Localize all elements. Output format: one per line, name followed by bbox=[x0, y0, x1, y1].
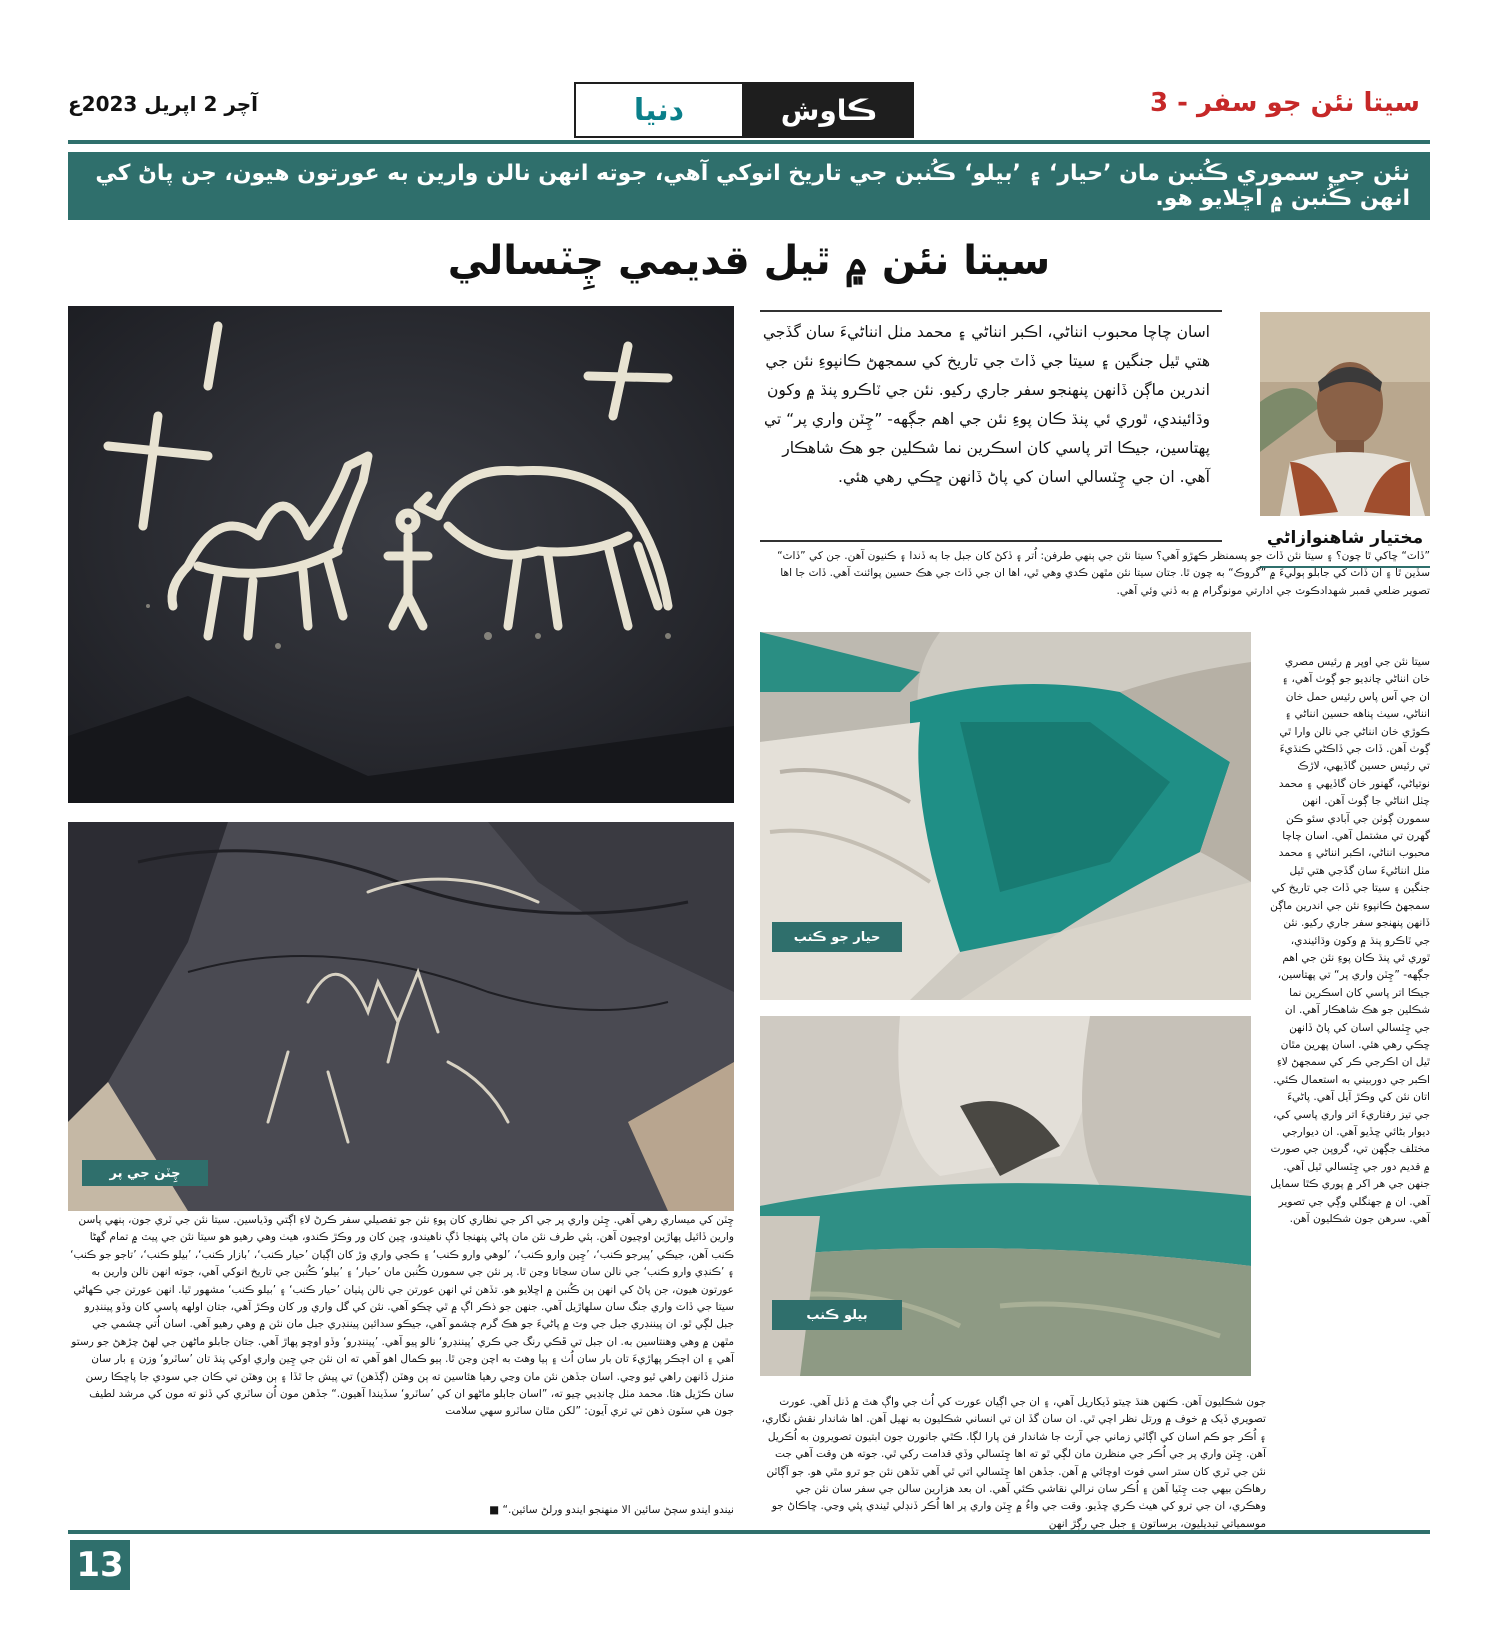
caption-pool2: بيلو ڪنب bbox=[772, 1300, 902, 1330]
logo-kawish: ڪاوش bbox=[744, 82, 914, 138]
intro-paragraph: اسان چاچا محبوب انناڻي، اڪبر انناڻي ۽ محمد مٺل انناڻيءَ سان گڏجي هتي ٿيل جنگين ۽ سيتا جي ڏاٽ جي تاريخ کي سمجهڻ ڪانپوءِ نئن جي اندرين ماڳن ڏانهن پنهنجو سفر جاري رکيو. نئن جي ٽاڪرو پنڌ ۾ وکون وڌائيندي، ٿوري ئي پنڌ ڪان پوءِ نئن جي اهم جڳهه- ”چِٽن واري پر“ تي پهتاسين، جيڪا اتر پاسي کان اسڪرين نما شڪلين جو هڪ شاهڪار آهي. ان جي چِٽسالي اسان کي پاڻ ڏانهن ڇڪي رهي هئي. bbox=[762, 323, 1210, 486]
intro-bottom-rule bbox=[760, 540, 1222, 542]
pull-quote-banner bbox=[68, 152, 1430, 220]
newspaper-logo bbox=[574, 82, 914, 138]
body-text-column: سيتا نئن جي اوپر ۾ رئيس مصري خان انناڻي چانڊيو جو ڳوٺ آهي، ۽ ان جي آس پاس رئيس حمل خان انناڻي، سيٺ پناهه حسين انناڻي ۽ ڪوڙي خان انناڻي جي نالن وارا ٿي ڳوٺ آهن. ڏاٽ جي ڏاڪڻي ڪنڌيءَ تي رئيس حسين گاڏيهي، لاڙڪ نوتياڻي، گهنور خان گاڏيهي ۽ محمد چٺل انناڻي جا ڳوٺ آهن. انهن سمورن ڳوٺن جي آبادي سئو ڪن گهرن تي مشتمل آهي. اسان چاچا محبوب انناڻي، اڪبر انناڻي ۽ محمد مٺل انناڻيءَ سان گڏجي هتي ٿيل جنگين ۽ سيتا جي ڏاٽ جي تاريخ کي سمجهڻ ڪانپوءِ نئن جي اندرين ماڳن ڏانهن پنهنجو سفر جاري رکيو. نئن جي ٽاڪرو پنڌ ۾ وکون وڌائيندي، ٿوري ئي پنڌ ڪان پوءِ نئن جي اهم جڳهه- ”چِٽن واري پر“ تي پهتاسين، جيڪا اتر پاسي کان اسڪرين نما شڪلين جو هڪ شاهڪار آهي. ان جي چِٽسالي اسان کي پاڻ ڏانهن ڇڪي رهي هئي. اسان پهرين مٿان ٿيل ان اڪرجي ڪر کي سمجهڻ لاءِ اڪبر جي دوربيني به استعمال ڪئي. اتان نئن کي وڪڙ آيل آهي. پاڻيءَ جي تيز رفتاريءَ اتر واري پاسي کي، ديوار بڻائي ڇڏيو آهي. ان ديوارجي مختلف جڳهن تي، گروپن جي صورت ۾ قديم دور جي چِٽسالي ٿيل آهي. جنهن جي هر اکر ۾ پوري ڪٿا سمايل آهي. ان ۾ جهنگلي وڳي جي تصوير آهي. سرهن جون شڪليون آهن. bbox=[1270, 656, 1430, 1225]
footer-rule bbox=[68, 1530, 1430, 1534]
hayar-pool-photo bbox=[760, 632, 1251, 1000]
headline-text: سيتا نئن ۾ ٿيل قديمي چِٽسالي bbox=[447, 238, 1051, 284]
body-text-top: ”ڏاٽ“ ڇاکي ٿا چون؟ ۽ سيتا نئن ڏاٽ جو پسمنظر ڪهڙو آهي؟ سيتا نئن جي ٻنهي طرفن: اُتر ۽ ڏکڻ کان جبل جا ٻه ڏندا ۽ ڪنيون آهن. جن کي ”ڏاٽ“ سڏين ٿا ۽ ان ڏاٽ کي جابلو ٻوليءَ ۾ ”گروڪ“ به چون ٿا. جتان سيتا نئن مٿهن ڪدي وهي ٿي، اها ان جي ڏاٽ جي هڪ حسين پوائنٽ آهي. ڏاٽ جا اها تصوير ضلعي قمبر شهدادڪوٽ جي ادارتي مونوگرام ۾ به ڏني وئي آهي. bbox=[777, 550, 1430, 597]
petroglyph-camels-photo bbox=[68, 306, 734, 803]
author-photo bbox=[1260, 312, 1430, 516]
closing-line: نيندو ايندو سڄڻ سائين الا منهنجو ايندو ورلڻ سائين.“ ■ bbox=[489, 1504, 734, 1516]
author-name: مختيار شاهنوازاڻي bbox=[1266, 528, 1424, 548]
body-text-bottom: جون شڪليون آهن. ڪنهن هنڌ چيتو ڏيکاريل آهي، ۽ ان جي اڳيان عورت کي اُٺ جي واڳ هٿ ۾ ڏنل آهي. عورت تصويري ڏيک ۾ خوف ۾ ورتل نظر اچي ٿي. ان سان گڏ ان تي انساني شڪليون به نهيل آهن. اها شاندار نقش نگاري، ۽ اُڪر جو ڪم اسان کي اڳاٽي زماني جي آرٽ جا شاندار فن پارا لڳا. ڪٿي جانورن جون ابتيون تصويرون به اُڪريل آهن. چِٽن واري پر جي اُڪر جي منظرن مان لڳي ٿو ته اها چِٽسالي وڏي قدامت رکي ٿي. جوته هن وقت آهي جت نئن جي ٽري کان ستر اسي فوٽ اوچائي ۾ آهن. جڏهن اها چِٽسالي اتي ٿي آهي تڏهن نئن جو ترو مٿي هو. جو آڳاٽن رهاڪن بيهي جت چِٽيا آهن ۽ اُڪر سان نرالي نقاشي ڪئي آهي. ان بعد هزارين سالن جي سفر سان نئن جي وهڪري، ان جي ترو کي هيٺ ڪري ڇڏيو. وقت جي واءُ ۾ چِٽن واري پر اها اُڪر ڏنڊلي ٿيندي پئي وڃي. ڇاڪاڻ جو موسمياتي تبديليون، برساتون ۽ جبل جي رڳڙ انهن bbox=[761, 1396, 1266, 1530]
bilo-pool-photo bbox=[760, 1016, 1251, 1376]
petroglyph-rock-photo bbox=[68, 822, 734, 1211]
series-title: سيتا نئن جو سفر - 3 bbox=[1150, 88, 1420, 118]
intro-top-rule bbox=[760, 310, 1222, 312]
logo-dunya: دنيا bbox=[574, 82, 744, 138]
page-number: 13 bbox=[70, 1540, 130, 1590]
body-text-left: چِٽن کي ميساري رهي آهي. چِٽن واري پر جي اکر جي نظاري کان پوءِ نئن جو تفصيلي سفر ڪرڻ لاءِ اڳتي وڌياسين. سيتا نئن جي ٽري جون، ٻنهي پاسن وارين ڏائيل پهاڙين اوچيون آهن. ٻئي طرف نئن مان پاڻي پنهنجا ڏڳ ناهيندو، ڇين کان ور وڪڙ ڪندو، هيٺ وهي رهيو هو سيتا نئن جي پيٽ ۾ تمام گهڻا ڪنب آهن، جيڪي ’پيرجو ڪنب‘، ’چِين وارو ڪنب‘، ’لوهي وارو ڪنب‘ ۽ ڪجي واري وڙ کان اڳيان ’حيار ڪنب‘، ’بازار ڪنب‘، ’بيلو ڪنب‘، ’تاجو جو ڪنب‘ ۽ ’ڪنڊي وارو ڪنب‘ جي نالن سان سڃاتا وڃن ٿا. پر نئن جي سمورن ڪُنبن مان ’حيار‘ ۽ ’بيلو‘ ڪُنبن جي تاريخ انوکي آهي، جوته انهن نالن وارين به عورتون هيون، جن پاڻ کي انهن ٻن ڪُنبن ۾ اڇلايو هو. تڏهن ئي انهن عورتن جي نالن پٺيان ’حيار ڪنب‘ ۽ ’بيلو ڪنب‘ مشهور ٿيا. انهن عورتن جي ڪهاڻي سيتا جي ڏاٽ واري جنگ سان سلهاڙيل آهي. جنهن جو ذڪر اڳ ۾ ٿي چڪو آهي. نئن کي گل واري ور کان وڪڙ آهي، جتان اولهه پاسي کان وڏو پيننڊرو جبل لڳي ٿو. ان پيننڊري جبل جي وٽ ۾ پاڻيءَ جو هڪ گرم چشمو آهي، جيڪو سدائين پيننڊري جبل مان نئن ۾ وهي رهيو آهي. اسان اُتي چشمي جي مٿهن ۾ وهي وهنتاسين به. ان جبل تي ڦڪي رنگ جي ڪري ’پيننڊرو‘ نالو پيو آهي. ’پيننڊرو‘ وڏو اوچو پهاڙ آهي. جتان جابلو ماڻهن جي لهڻ چڙهڻ جو رستو آهي ۽ ان اڄڪر پهاڙيءَ تان بار سان اُٺ ۽ ٻيا وهٽ به اچن وڃن ٿا. ٻيو ڪمال اهو آهي ته ان نئن جي چِين واري اوکي پنڌ تان ’ساٽرو‘ وزن ۽ بار سان منزل ڏانهن راهي ٿيو وڃي. اسان جڏهن نئن مان وڃي رهيا هئاسين ته ٻن وهٽن (ڳڏهن) تي پيش جا ٿڏا ۽ ٻن وهٽن تي ڪان جي سودي جا پاڇڪا رسن سان ڪڙيل هئا. محمد مٺل چانڊيي چيو ته، ”اسان جابلو ماڻهو ان کي ’ساٽرو‘ سڏيندا آهيون.“ جڏهن مون اُن ساٽري کي ڏٺو ته مون کي مرشد لطيف جون هي سٽون ذهن تي تري آيون: ”لکن مٿان ساٽرو سهي سلامت bbox=[70, 1214, 734, 1418]
caption-pool1: حيار جو ڪنب bbox=[772, 922, 902, 952]
caption-petro2: چِٽن جي پر bbox=[82, 1160, 208, 1186]
top-rule bbox=[68, 140, 1430, 144]
issue-date: آچر 2 اپريل 2023ع bbox=[68, 92, 259, 116]
headline bbox=[68, 238, 1430, 284]
banner-text: نئن جي سموري ڪُنبن مان ’حيار‘ ۽ ’بيلو‘ ڪُنبن جي تاريخ انوکي آهي، جوته انهن نالن وارين به عورتون هيون، جن پاڻ کي انهن ڪُنبن ۾ اڇلايو هو. bbox=[95, 161, 1410, 211]
